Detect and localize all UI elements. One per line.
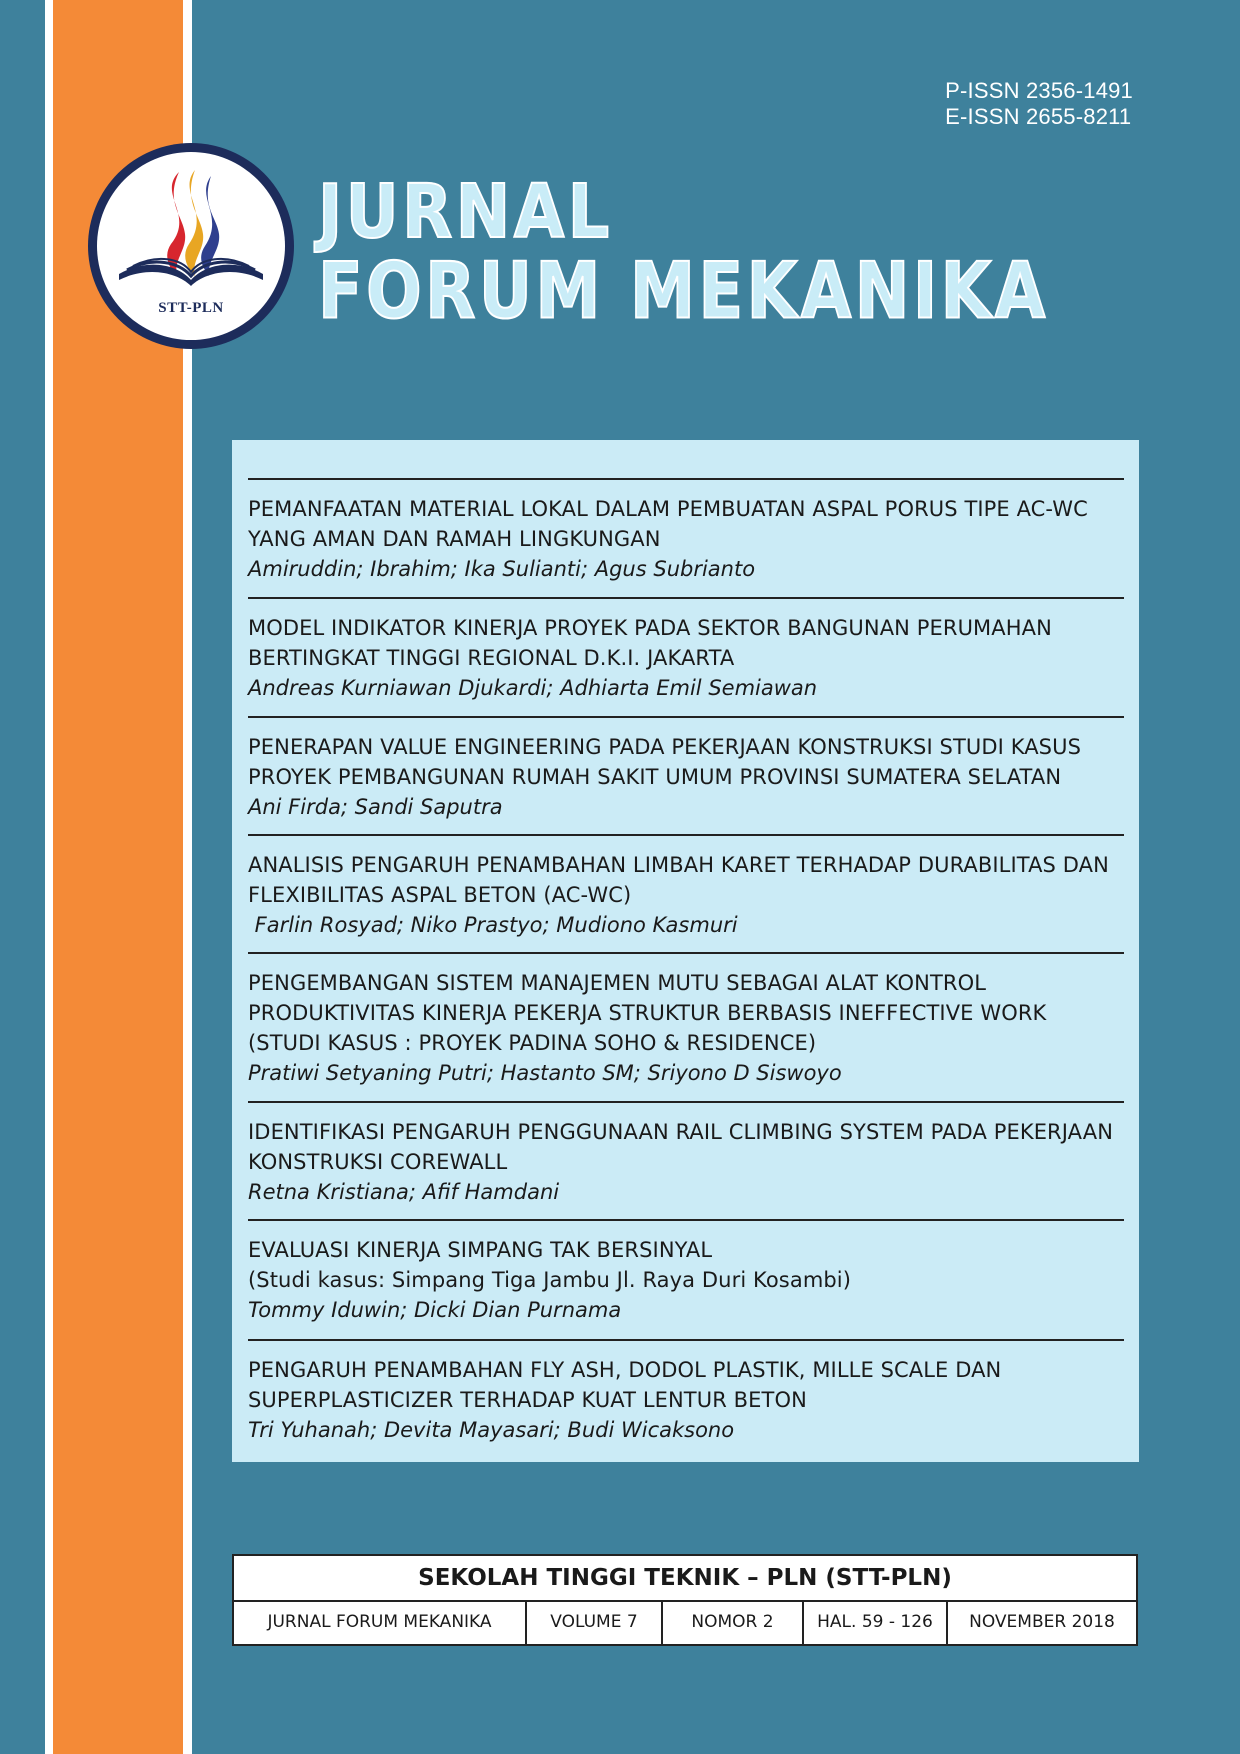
print-issn: P-ISSN 2356-1491 (945, 78, 1133, 103)
article-entry (248, 597, 1124, 703)
article-title: EVALUASI KINERJA SIMPANG TAK BERSINYAL (Studi kasus: Simpang Tiga Jambu Jl. Raya Duri Kosambi) (248, 1238, 852, 1292)
left-blue-stripe (0, 0, 45, 1754)
article-title: PENGEMBANGAN SISTEM MANAJEMEN MUTU SEBAGAI ALAT KONTROL PRODUKTIVITAS KINERJA PEKERJA STRUKTUR BERBASIS INEFFECTIVE WORK (STUDI KASUS : PROYEK PADINA SOHO & RESIDENCE) (248, 971, 1047, 1055)
institution-name: SEKOLAH TINGGI TEKNIK – PLN (STT-PLN) (234, 1556, 1136, 1602)
logo-inner-circle (97, 152, 285, 340)
article-authors: Andreas Kurniawan Djukardi; Adhiarta Emil Semiawan (248, 676, 818, 700)
publication-info-row (234, 1602, 1136, 1644)
article-authors: Farlin Rosyad; Niko Prastyo; Mudiono Kasmuri (248, 913, 738, 937)
volume-cell: VOLUME 7 (550, 1612, 638, 1632)
journal-title-line-1: JURNAL (318, 169, 613, 255)
issn-block (945, 78, 1133, 130)
electronic-issn: E-ISSN 2655-8211 (945, 104, 1132, 129)
article-entry (248, 952, 1124, 1088)
publication-info-table (232, 1554, 1138, 1646)
journal-name-cell: JURNAL FORUM MEKANIKA (267, 1612, 492, 1632)
article-authors: Ani Firda; Sandi Saputra (248, 795, 503, 819)
article-title: ANALISIS PENGARUH PENAMBAHAN LIMBAH KARET TERHADAP DURABILITAS DAN FLEXIBILITAS ASPAL BETON (AC-WC) (248, 853, 1109, 907)
article-authors: Tommy Iduwin; Dicki Dian Purnama (248, 1298, 622, 1322)
left-white-stripe (45, 0, 53, 1754)
number-cell: NOMOR 2 (691, 1612, 774, 1632)
pages-cell: HAL. 59 - 126 (817, 1612, 933, 1632)
article-entry (248, 716, 1124, 822)
article-authors: Retna Kristiana; Afif Hamdani (248, 1180, 560, 1204)
article-entry (248, 1339, 1124, 1445)
journal-title-line-2: FORUM MEKANIKA (318, 244, 1049, 336)
article-title: IDENTIFIKASI PENGARUH PENGGUNAAN RAIL CLIMBING SYSTEM PADA PEKERJAAN KONSTRUKSI COREWALL (248, 1120, 1114, 1174)
article-authors: Amiruddin; Ibrahim; Ika Sulianti; Agus Subrianto (248, 557, 756, 581)
logo-label: STT-PLN (158, 300, 224, 316)
article-title: MODEL INDIKATOR KINERJA PROYEK PADA SEKTOR BANGUNAN PERUMAHAN BERTINGKAT TINGGI REGIONAL D.K.I. JAKARTA (248, 616, 1052, 670)
article-authors: Tri Yuhanah; Devita Mayasari; Budi Wicaksono (248, 1418, 735, 1442)
article-entry (248, 1219, 1124, 1325)
article-entry (248, 478, 1124, 584)
article-title: PENGARUH PENAMBAHAN FLY ASH, DODOL PLASTIK, MILLE SCALE DAN SUPERPLASTICIZER TERHADAP KUAT LENTUR BETON (248, 1358, 1002, 1412)
article-authors: Pratiwi Setyaning Putri; Hastanto SM; Sriyono D Siswoyo (248, 1061, 842, 1085)
article-entry (248, 834, 1124, 940)
article-title: PEMANFAATAN MATERIAL LOKAL DALAM PEMBUATAN ASPAL PORUS TIPE AC-WC YANG AMAN DAN RAMAH LINGKUNGAN (248, 497, 1088, 551)
article-title: PENERAPAN VALUE ENGINEERING PADA PEKERJAAN KONSTRUKSI STUDI KASUS PROYEK PEMBANGUNAN RUMAH SAKIT UMUM PROVINSI SUMATERA SELATAN (248, 735, 1082, 789)
table-of-contents (232, 440, 1139, 1462)
date-cell: NOVEMBER 2018 (969, 1612, 1115, 1632)
stt-pln-logo (88, 143, 294, 349)
article-entry (248, 1101, 1124, 1207)
